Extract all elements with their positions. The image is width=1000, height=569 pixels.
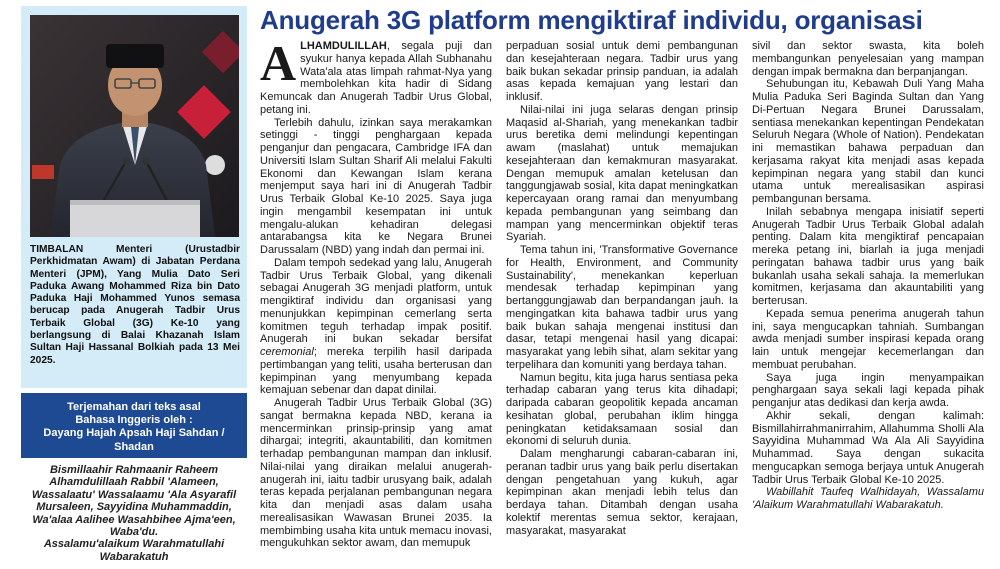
article-paragraph: Sehubungan itu, Kebawah Duli Yang Maha Mulia Paduka Seri Baginda Sultan dan Yang Di-Pertuan Negara Brunei Darussalam, sentiasa menekankan kepentingan Pendekatan Seluruh Negara (Whole of Nation). Pendekatan ini memastikan bahawa perpaduan dan kerjasama rakyat kita menjadi asas kepada kepimpinan negara yang stabil dan kunci utama untuk merealisasikan aspirasi pembangunan bersama.: [752, 78, 984, 205]
article-column-3: [752, 40, 984, 566]
italic-term: ceremonial: [260, 346, 314, 358]
paragraph-text: Dalam tempoh sedekad yang lalu, Anugerah Tadbir Urus Terbaik Global, yang dikenali sebagai Anugerah 3G menjadi platform, untuk mengiktiraf individu dan organisasi yang menunjukkan kepimpinan cemerlang serta komitmen teguh terhadap impak positif. Anugerah ini bukan sekadar bersifat: [260, 256, 492, 346]
salutation-line: Wa'alaa Aalihee Wasahbihee Ajma'een,: [32, 513, 236, 526]
article-paragraph: perpaduan sosial untuk demi pembangunan dan kesejahteraan negara. Tadbir urus yang baik bukan sekadar prinsip panduan, ia adalah asas kepada kemajuan yang lestari dan inklusif.: [506, 40, 738, 103]
article-paragraph: Nilai-nilai ini juga selaras dengan prinsip Maqasid al-Shariah, yang menekankan tadbir urus beretika demi melindungi kepentingan awam (maslahat) untuk memajukan kesejahteraan dan kemakmuran masyarakat. Dengan memupuk amalan ketelusan dan tanggungjawab sosial, kita dapat meningkatkan kepercayaan orang ramai dan menyumbang kepada pembangunan yang seimbang dan mampan yang mencerminkan objektif teras Syariah.: [506, 103, 738, 244]
article-paragraph: Anugerah Tadbir Urus Terbaik Global (3G) sangat bermakna kepada NBD, kerana ia mencerminkan prinsip-prinsip yang amat dihargai; integriti, akauntabiliti, dan komitmen terhadap pembangunan mampan dan inklusif. Nilai-nilai yang diraikan melalui anugerah-anugerah ini, iaitu tadbir urusyang baik, adalah teras kepada perjalanan pembangunan negara kita dan menjadi asas dalam usaha merealisasikan Wawasan Brunei 2035. Ia membimbing usaha kita untuk memacu inovasi, mengukuhkan sektor awam, dan memupuk: [260, 397, 492, 550]
article-paragraph: [260, 257, 492, 397]
translation-line: Dayang Hajah Apsah Haji Sahdan /: [43, 427, 225, 440]
lead-word: LHAMDULILLAH: [300, 40, 387, 52]
article-column-2: [506, 40, 738, 566]
paragraph-text: , segala puji dan syukur hanya kepada Allah Subhanahu Wata'ala atas limpah rahmat-Nya yang membolehkan kita hadir di Sidang Kemuncak dan Anugerah Tadbir Urus Global, petang ini.: [260, 40, 492, 116]
article-paragraph: Dalam mengharungi cabaran-cabaran ini, peranan tadbir urus yang baik perlu disertakan dengan pengetahuan yang kukuh, agar kepimpinan akan menjadi lebih telus dan berdaya tahan. Ditambah dengan usaha kolektif merentas semua sektor, kerajaan, masyarakat, masyarakat: [506, 448, 738, 537]
article-signoff: Wabillahit Taufeq Walhidayah, Wassalamu 'Alaikum Warahmatullahi Wabarakatuh.: [752, 486, 984, 511]
article-paragraph: Inilah sebabnya mengapa inisiatif seperti Anugerah Tadbir Urus Terbaik Global adalah penting. Dalam kita mengiktiraf pencapaian mereka petang ini, biarlah ia juga menjadi peringatan bahawa tadbir urus yang baik bukanlah usaha sekali sahaja. Ia memerlukan komitmen, kerjasama dan akauntabiliti yang berterusan.: [752, 205, 984, 307]
salutation-line: Alhamdulillaah Rabbil 'Alameen,: [49, 476, 219, 489]
article-paragraph: [260, 40, 492, 117]
article-paragraph: Terlebih dahulu, izinkan saya merakamkan setinggi - tinggi penghargaan kepada penganjur dan pengacara, Cambridge IFA dan Universiti Islam Sultan Sharif Ali melalui Fakulti Ekonomi dan Kewangan Islam kerana menjemput saya hari ini di Anugerah Tadbir Urus Terbaik Global Ke-10 2025. Saya juga ingin mengambil kesempatan ini untuk mengalu-alukan kehadiran delegasi antarabangsa kita ke Negara Brunei Darussalam (NBD) yang indah dan permai ini.: [260, 116, 492, 256]
translation-line: Shadan: [114, 440, 154, 453]
salutation-line: Bismillaahir Rahmaanir Raheem: [49, 464, 219, 476]
article-column-1: [260, 40, 492, 566]
article-headline: Anugerah 3G platform mengiktiraf individu, organisasi: [260, 5, 923, 35]
photo-panel: [21, 6, 247, 388]
sidebar: [21, 6, 247, 566]
article-paragraph: Kepada semua penerima anugerah tahun ini, saya mengucapkan tahniah. Sumbangan awda menjadi sumber inspirasi kepada orang lain untuk mengejar kecemerlangan dan membuat perubahan.: [752, 307, 984, 371]
paragraph-text: ; mereka terpilih hasil daripada pertimbangan yang teliti, usaha berterusan dan kepimpinan yang menyumbang kepada kemajuan sebenar dan dapat dinilai.: [260, 346, 492, 397]
speaker-photo-illustration: [30, 15, 239, 237]
salutation-line: Assalamu'alaikum Warahmatullahi: [43, 538, 225, 551]
opening-salutation: [21, 464, 247, 563]
drop-cap: A: [260, 40, 297, 91]
article-paragraph: Tema tahun ini, 'Transformative Governance for Health, Environment, and Community Sustainability', menekankan keperluan mendesak terhadap kepimpinan yang bertanggungjawab dan berpandangan jauh. Ia mengingatkan kita bahawa tadbir urus yang baik bukan sahaja mengenai institusi dan dasar, tetapi mengenai hasil yang dicapai: masyarakat yang lebih sihat, alam sekitar yang terpelihara dan komuniti yang berdaya tahan.: [506, 244, 738, 371]
translation-credit: [21, 393, 247, 458]
photo-caption: TIMBALAN Menteri (Urustadbir Perkhidmatan Awam) di Jabatan Perdana Menteri (JPM), Yang Mulia Dato Seri Paduka Awang Mohammed Riza bin Dato Paduka Haji Mohammed Yunos semasa berucap pada Anugerah Tadbir Urus Terbaik Global (3G) Ke-10 yang berlangsung di Balai Khazanah Islam Sultan Haji Hassanal Bolkiah pada 13 Mei 2025.: [30, 244, 240, 366]
salutation-line: Wabarakatuh: [99, 550, 169, 563]
article-paragraph: Akhir sekali, dengan kalimah: Bismillahirrahmanirrahim, Allahumma Sholli Ala Sayyidina Muhammad Wa Ala Ali Sayyidina Muhammad. Saya dengan sukacita mengucapkan semoga berjaya untuk Anugerah Tadbir Urus Terbaik Global Ke-10 2025.: [752, 409, 984, 486]
article-paragraph: sivil dan sektor swasta, kita boleh membangunkan penyelesaian yang mampan dengan impak bermakna dan berpanjangan.: [752, 40, 984, 78]
salutation-line: Mursaleen, Sayyidina Muhammaddin,: [36, 501, 232, 514]
salutation-line: Waba'du.: [109, 526, 159, 539]
translation-line: Bahasa Inggeris oleh :: [75, 414, 193, 427]
article-paragraph: Namun begitu, kita juga harus sentiasa peka terhadap cabaran yang terus kita dihadapi; daripada cabaran geopolitik kepada ancaman kesihatan global, perubahan iklim hingga peningkatan ketidaksamaan sosial dan ekonomi di seluruh dunia.: [506, 371, 738, 448]
salutation-line: Wassalaatu' Wassalaamu 'Ala Asyarafil: [31, 488, 237, 501]
article-paragraph: Saya juga ingin menyampaikan penghargaan saya sekali lagi kepada pihak penganjur atas dedikasi dan kerja awda.: [752, 371, 984, 409]
translation-line: Terjemahan dari teks asal: [67, 401, 201, 413]
speaker-photo: [30, 15, 239, 237]
